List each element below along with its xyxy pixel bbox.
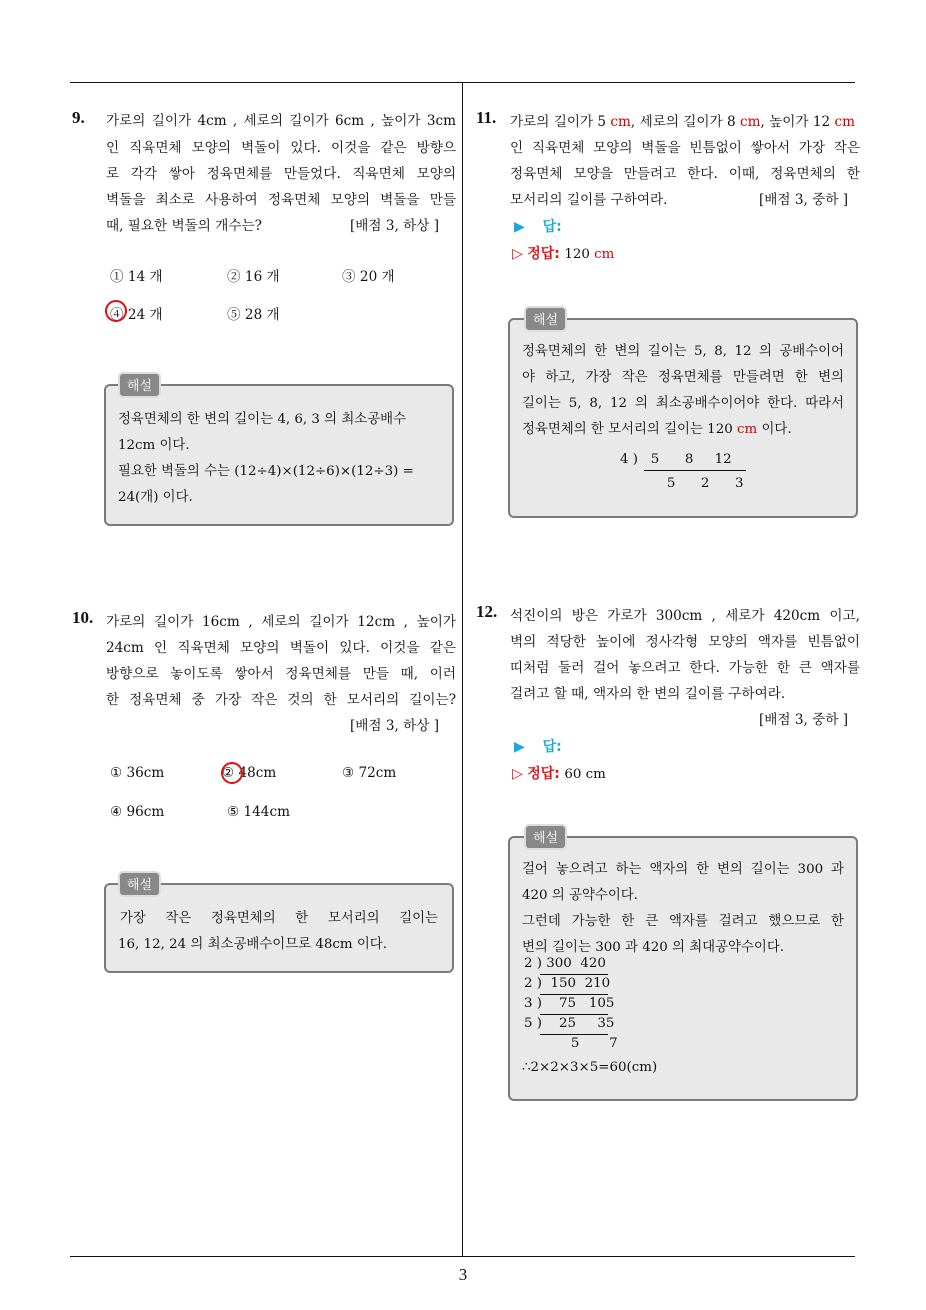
question-text-line: 띠처럼 둘러 걸어 놓으려고 한다. 가능한 한 큰 액자를 (510, 660, 860, 676)
division-line: 5 7 (524, 1036, 618, 1051)
question-text-line: 가로의 길이가 5 cm, 세로의 길이가 8 cm, 높이가 12 cm (510, 114, 855, 130)
choice-2[interactable]: ② 48cm (222, 765, 277, 781)
choice-1[interactable]: ① 36cm (110, 765, 165, 781)
question-text-line: 인 직육면체 모양의 벽돌이 있다. 이것을 같은 방향으 (106, 140, 456, 156)
choice-5[interactable]: ⑤ 28 개 (227, 307, 280, 323)
correct-label: 정답: (527, 246, 560, 262)
division-line: 5 ) 25 35 (524, 1016, 615, 1031)
explanation-box (104, 878, 454, 973)
question-number: 9. (72, 108, 85, 127)
explanation-tag: 해설 (118, 372, 161, 398)
division-underline (644, 470, 746, 471)
choice-3[interactable]: ③ 20 개 (342, 269, 395, 285)
question-text-line: 가로의 길이가 4cm , 세로의 길이가 6cm , 높이가 3cm (106, 113, 456, 129)
question-number: 12. (476, 602, 498, 621)
explanation-line: 그런데 가능한 한 큰 액자를 걸려고 했으므로 한 (522, 914, 844, 929)
question-text-line: 한 정육면체 중 가장 작은 것의 한 모서리의 길이는? (106, 692, 456, 708)
score-label: [배점 3, 중하 ] (759, 712, 849, 728)
question-text-line: 걸려고 할 때, 액자의 한 변의 길이를 구하여라. (510, 686, 786, 702)
question-text-line: 때, 필요한 벽돌의 개수는? (106, 218, 262, 234)
explanation-line: 정육면체의 한 변의 길이는 4, 6, 3 의 최소공배수 (118, 412, 407, 427)
score-label: [배점 3, 하상 ] (350, 218, 440, 234)
question-text-line: 정육면체 모양을 만들려고 한다. 이때, 정육면체의 한 (510, 166, 860, 182)
question-text-line: 벽돌을 최소로 사용하여 정육면체 모양의 벽돌을 만들 (106, 192, 456, 208)
explanation-line: 야 하고, 가장 작은 정육면체를 만들려면 한 변의 (522, 370, 844, 385)
explanation-line: 정육면체의 한 모서리의 길이는 120 cm 이다. (522, 422, 792, 437)
answer-row (514, 736, 562, 756)
explanation-line: 필요한 벽돌의 수는 (12÷4)×(12÷6)×(12÷3) = (118, 464, 414, 479)
answer-label: 답: (542, 739, 562, 755)
question-text-line: 모서리의 길이를 구하여라. (510, 192, 668, 208)
division-underline (540, 1014, 608, 1015)
answer-row (514, 216, 562, 236)
explanation-line: 16, 12, 24 의 최소공배수이므로 48cm 이다. (118, 937, 387, 952)
page-number: 3 (458, 1265, 468, 1284)
division-line: 4 ) 5 8 12 (620, 452, 732, 467)
question-12 (476, 602, 862, 1102)
score-label: [배점 3, 하상 ] (350, 718, 440, 734)
question-number: 11. (476, 108, 497, 127)
column-divider (462, 82, 463, 1257)
choice-5[interactable]: ⑤ 144cm (227, 804, 290, 820)
correct-unit: cm (594, 247, 615, 262)
explanation-line: 정육면체의 한 변의 길이는 5, 8, 12 의 공배수이어 (522, 344, 844, 359)
correct-answer-row (512, 763, 606, 783)
explanation-tag: 해설 (524, 306, 567, 332)
correct-value: 60 cm (564, 767, 606, 782)
bottom-rule (70, 1256, 855, 1257)
question-10 (72, 608, 458, 978)
selected-answer-circle (105, 300, 127, 322)
division-underline (540, 1034, 608, 1035)
selected-answer-circle (221, 762, 243, 784)
explanation-line: 걸어 놓으려고 하는 액자의 한 변의 길이는 300 과 (522, 862, 844, 877)
question-text-line: 24cm 인 직육면체 모양의 벽돌이 있다. 이것을 같은 (106, 640, 456, 656)
question-text-line: 가로의 길이가 16cm , 세로의 길이가 12cm , 높이가 (106, 614, 456, 630)
question-text-line: 석진이의 방은 가로가 300cm , 세로가 420cm 이고, (510, 608, 860, 624)
explanation-line: 12cm 이다. (118, 438, 190, 453)
choice-4[interactable]: ④ 96cm (110, 804, 165, 820)
filled-triangle-icon: ▶ (514, 739, 525, 755)
explanation-tag: 해설 (524, 824, 567, 850)
division-line: 5 2 3 (620, 476, 744, 491)
explanation-tag: 해설 (118, 871, 161, 897)
division-line: 2 ) 150 210 (524, 976, 611, 991)
choice-1[interactable]: ① 14 개 (110, 269, 163, 285)
question-text-line: 로 각각 쌓아 정육면체를 만들었다. 직육면체 모양의 (106, 166, 456, 182)
explanation-line: 길이는 5, 8, 12 의 최소공배수이어야 한다. 따라서 (522, 396, 844, 411)
correct-answer-row (512, 243, 614, 263)
question-text-line: 방향으로 놓이도록 쌓아서 정육면체를 만들 때, 이러 (106, 666, 456, 682)
division-underline (540, 974, 608, 975)
explanation-line: 가장 작은 정육면체의 한 모서리의 길이는 (120, 911, 438, 926)
question-text-line: 벽의 적당한 높이에 정사각형 모양의 액자를 빈틈없이 (510, 634, 860, 650)
explanation-box (104, 379, 454, 526)
choice-3[interactable]: ③ 72cm (342, 765, 397, 781)
question-number: 10. (72, 608, 94, 627)
outline-triangle-icon: ▷ (512, 246, 523, 262)
correct-value: 120 (564, 247, 595, 262)
outline-triangle-icon: ▷ (512, 766, 523, 782)
score-label: [배점 3, 중하 ] (759, 192, 849, 208)
question-9 (72, 108, 458, 538)
division-line: 3 ) 75 105 (524, 996, 615, 1011)
choice-2[interactable]: ② 16 개 (227, 269, 280, 285)
explanation-line: 변의 길이는 300 과 420 의 최대공약수이다. (522, 940, 785, 955)
explanation-line: 420 의 공약수이다. (522, 888, 638, 903)
conclusion-line: ∴2×2×3×5=60(cm) (522, 1060, 658, 1075)
question-text-line: 인 직육면체 모양의 벽돌을 빈틈없이 쌓아서 가장 작은 (510, 140, 860, 156)
explanation-box (508, 313, 858, 518)
correct-label: 정답: (527, 766, 560, 782)
explanation-box (508, 831, 858, 1101)
filled-triangle-icon: ▶ (514, 219, 525, 235)
division-line: 2 ) 300 420 (524, 956, 606, 971)
explanation-line: 24(개) 이다. (118, 490, 193, 505)
answer-label: 답: (542, 219, 562, 235)
division-underline (540, 994, 608, 995)
choice-4[interactable]: ④ 24 개 (110, 307, 163, 323)
question-11 (476, 108, 862, 528)
